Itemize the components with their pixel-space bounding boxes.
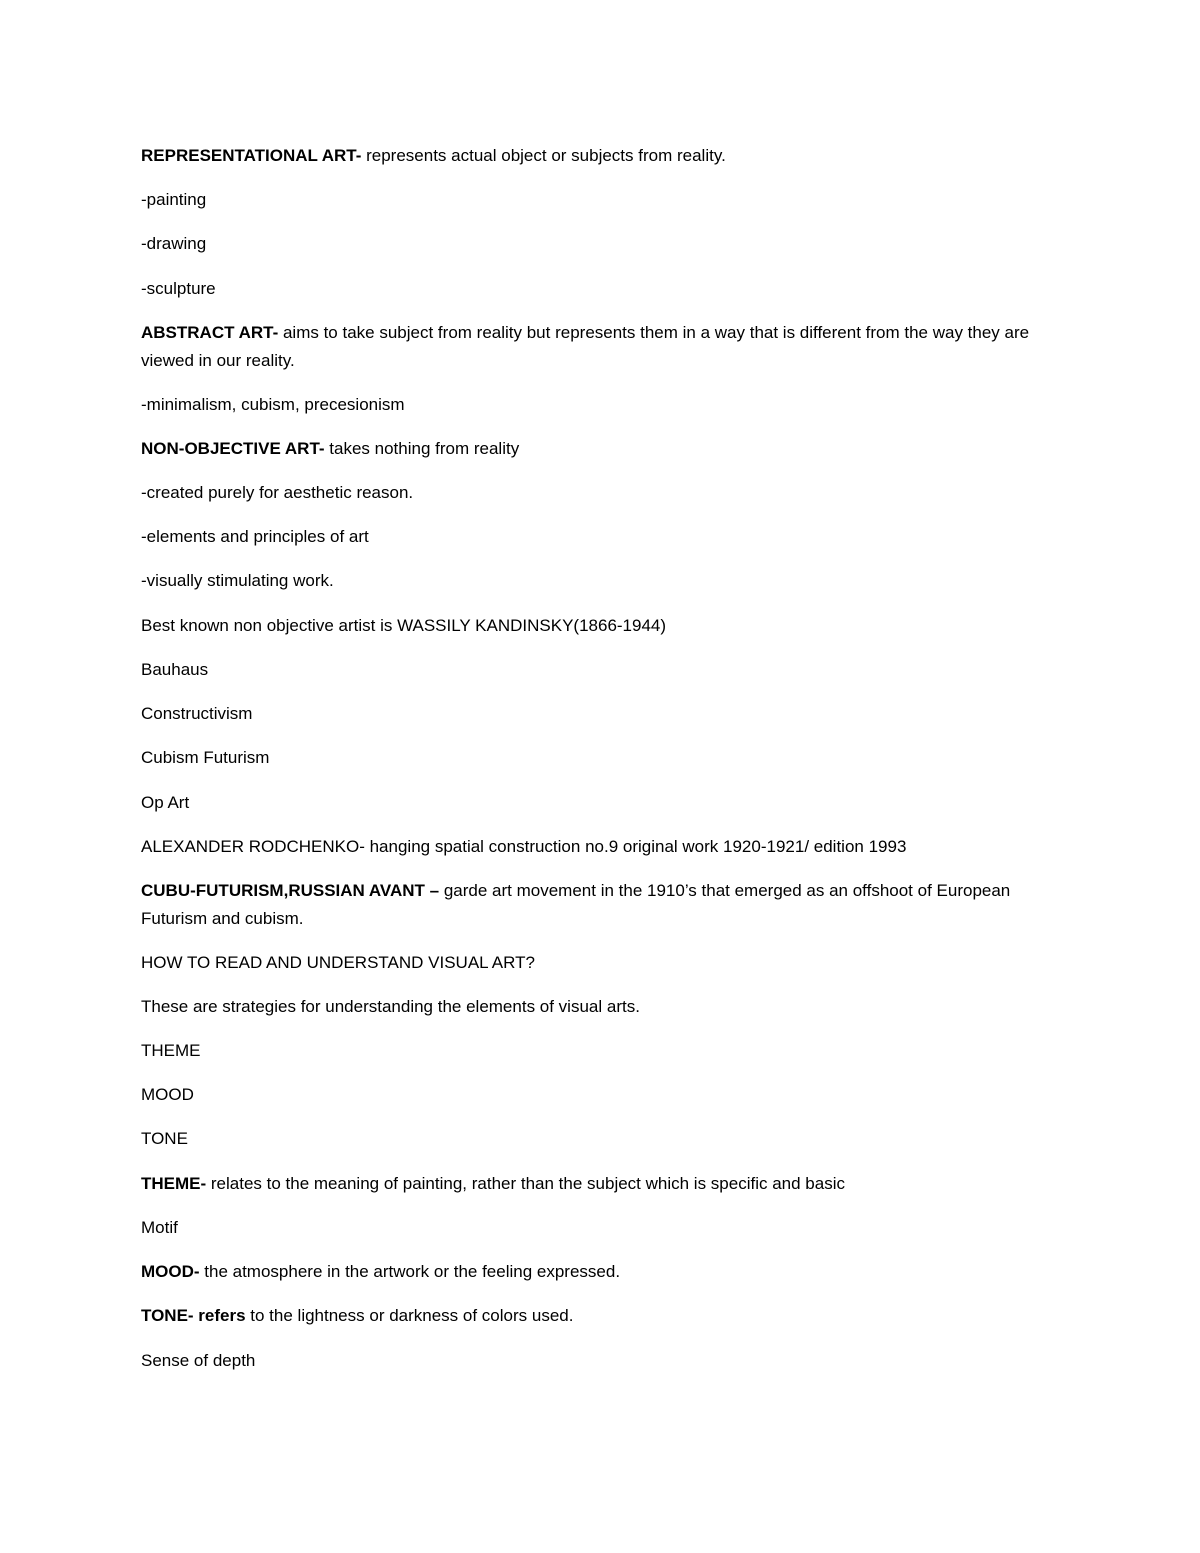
movement-constructivism: Constructivism — [141, 704, 253, 723]
movement-cubism-futurism: Cubism Futurism — [141, 748, 270, 767]
tone-term: TONE- refers — [141, 1306, 246, 1325]
movement-bauhaus: Bauhaus — [141, 660, 209, 679]
abstract-paragraph — [141, 319, 1051, 375]
movement-op-art: Op Art — [141, 793, 190, 812]
mood-definition: the atmosphere in the artwork or the feeling expressed. — [199, 1262, 621, 1281]
nonobjective-paragraph — [141, 435, 1051, 463]
motif-line: Motif — [141, 1218, 178, 1237]
cubo-futurism-term: CUBU-FUTURISM,RUSSIAN AVANT – — [141, 881, 440, 900]
cubo-futurism-definition: garde art movement in the 1910’s that emerged as an offshoot of European Futurism and cubism. — [141, 881, 1011, 928]
rodchenko-line: ALEXANDER RODCHENKO- hanging spatial construction no.9 original work 1920-1921/ edition 1993 — [141, 837, 907, 856]
cubo-futurism-paragraph — [141, 877, 1051, 933]
strategies-line: These are strategies for understanding the elements of visual arts. — [141, 997, 640, 1016]
nonobj-item-elements: -elements and principles of art — [141, 527, 369, 546]
rep-item-painting: -painting — [141, 190, 207, 209]
rep-item-drawing: -drawing — [141, 234, 207, 253]
nonobjective-definition: takes nothing from reality — [324, 439, 520, 458]
representational-paragraph — [141, 142, 1051, 170]
abstract-definition: aims to take subject from reality but represents them in a way that is different from the way they are viewed in our reality. — [141, 323, 1030, 370]
abstract-term: ABSTRACT ART- — [141, 323, 279, 342]
nonobj-item-aesthetic: -created purely for aesthetic reason. — [141, 483, 414, 502]
element-theme: THEME — [141, 1041, 201, 1060]
best-known-artist: Best known non objective artist is WASSILY KANDINSKY(1866-1944) — [141, 616, 667, 635]
theme-term: THEME- — [141, 1174, 207, 1193]
mood-paragraph — [141, 1258, 1051, 1286]
representational-term: REPRESENTATIONAL ART- — [141, 146, 362, 165]
mood-term: MOOD- — [141, 1262, 200, 1281]
how-to-heading: HOW TO READ AND UNDERSTAND VISUAL ART? — [141, 953, 535, 972]
nonobj-item-visual: -visually stimulating work. — [141, 571, 334, 590]
theme-definition: relates to the meaning of painting, rather than the subject which is specific and basic — [206, 1174, 845, 1193]
element-tone: TONE — [141, 1129, 188, 1148]
tone-paragraph — [141, 1302, 1051, 1330]
rep-item-sculpture: -sculpture — [141, 279, 216, 298]
representational-definition: represents actual object or subjects from reality. — [361, 146, 726, 165]
tone-definition: to the lightness or darkness of colors used. — [245, 1306, 574, 1325]
nonobjective-term: NON-OBJECTIVE ART- — [141, 439, 325, 458]
element-mood: MOOD — [141, 1085, 194, 1104]
sense-of-depth-line: Sense of depth — [141, 1351, 256, 1370]
abstract-item: -minimalism, cubism, precesionism — [141, 395, 405, 414]
theme-paragraph — [141, 1170, 1051, 1198]
